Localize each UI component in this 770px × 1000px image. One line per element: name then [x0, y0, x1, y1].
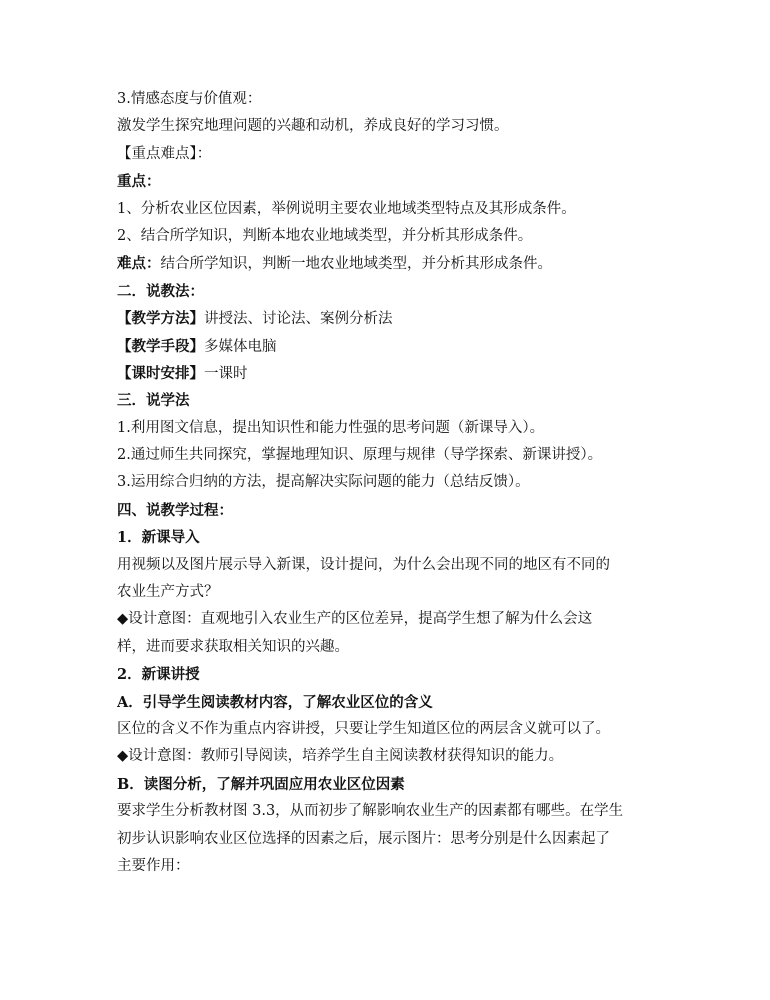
text-line: 初步认识影响农业区位选择的因素之后，展示图片：思考分别是什么因素起了 — [117, 830, 610, 847]
subsection-heading: 1．新课导入 — [117, 529, 200, 547]
text-line: 样，进而要求获取相关知识的兴趣。 — [117, 638, 349, 655]
document-page — [117, 86, 657, 880]
difficulty-label: 难点： — [117, 255, 161, 273]
text-line: ◆设计意图：直观地引入农业生产的区位差异，提高学生想了解为什么会这 — [117, 611, 593, 628]
method-label: 【教学方法】 — [117, 310, 204, 328]
section-heading: 二．说教法： — [117, 282, 204, 300]
difficulty-text: 结合所学知识，判断一地农业地域类型，并分析其形成条件。 — [160, 256, 552, 273]
text-line — [117, 333, 657, 360]
text-line: 激发学生探究地理问题的兴趣和动机，养成良好的学习习惯。 — [117, 118, 509, 135]
text-line: 主要作用： — [117, 857, 190, 874]
section-heading: 四、说教学过程： — [117, 501, 233, 519]
subsection-heading: B．读图分析，了解并巩固应用农业区位因素 — [117, 775, 405, 793]
text-line: 要求学生分析教材图 3.3，从而初步了解影响农业生产的因素都有哪些。在学生 — [117, 803, 624, 820]
text-line: 2、结合所学知识，判断本地农业地域类型，并分析其形成条件。 — [117, 227, 533, 244]
text-line: 2.通过师生共同探究，掌握地理知识、原理与规律（导学探索、新课讲授）。 — [117, 447, 603, 464]
method-text: 讲授法、讨论法、案例分析法 — [204, 311, 393, 328]
text-line: 农业生产方式？ — [117, 584, 219, 601]
schedule-text: 一课时 — [204, 365, 248, 382]
text-line: 1.利用图文信息，提出知识性和能力性强的思考问题（新课导入）。 — [117, 419, 545, 436]
text-line — [117, 250, 657, 277]
text-line: 用视频以及图片展示导入新课，设计提问，为什么会出现不同的地区有不同的 — [117, 556, 610, 573]
text-line — [117, 360, 657, 387]
subsection-heading: A．引导学生阅读教材内容，了解农业区位的含义 — [117, 693, 433, 711]
schedule-label: 【课时安排】 — [117, 364, 204, 382]
text-line: 1、分析农业区位因素，举例说明主要农业地域类型特点及其形成条件。 — [117, 200, 576, 217]
means-label: 【教学手段】 — [117, 337, 204, 355]
text-line: 3.运用综合归纳的方法，提高解决实际问题的能力（总结反馈）。 — [117, 474, 530, 491]
text-line — [117, 305, 657, 332]
text-line: 区位的含义不作为重点内容讲授，只要让学生知道区位的两层含义就可以了。 — [117, 720, 610, 737]
text-line: 3.情感态度与价值观： — [117, 91, 262, 107]
text-line: 【重点难点】： — [117, 145, 212, 162]
section-heading: 重点： — [117, 173, 161, 191]
text-line: ◆设计意图：教师引导阅读，培养学生自主阅读教材获得知识的能力。 — [117, 748, 564, 765]
subsection-heading: 2．新课讲授 — [117, 666, 200, 684]
section-heading: 三．说学法 — [117, 392, 190, 410]
means-text: 多媒体电脑 — [204, 338, 277, 355]
